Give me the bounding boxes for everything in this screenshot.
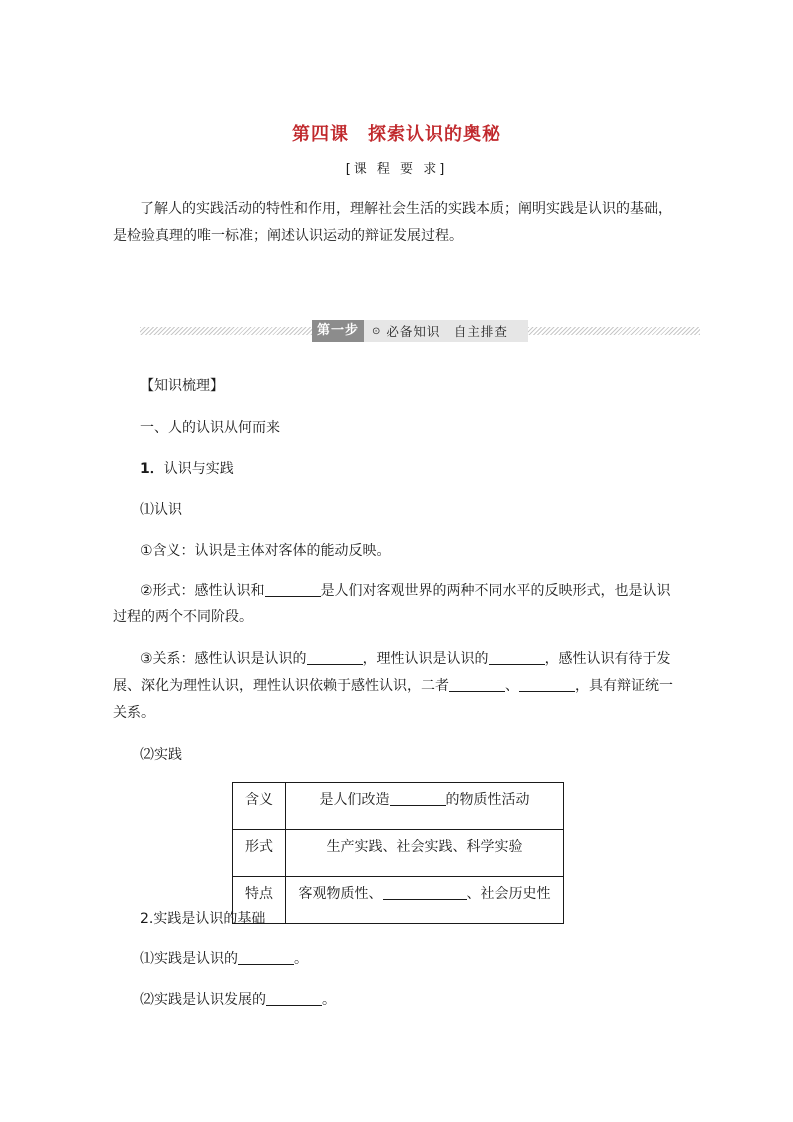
table-cell-value: 生产实践、社会实践、科学实验 xyxy=(286,830,564,877)
answer-blank[interactable] xyxy=(449,677,505,692)
question-line-2 xyxy=(140,989,336,1009)
table-cell-label: 含义 xyxy=(233,783,286,830)
relation-line-3: 关系。 xyxy=(113,705,155,721)
form-text-a: ②形式：感性认识和 xyxy=(140,583,265,599)
question-text: ⑴实践是认识的 xyxy=(140,951,238,967)
table-cell-label: 形式 xyxy=(233,830,286,877)
requirement-line-2: 是检验真理的唯一标准；阐述认识运动的辩证发展过程。 xyxy=(113,228,463,244)
answer-blank[interactable] xyxy=(265,582,321,597)
table-row xyxy=(233,830,564,877)
answer-blank[interactable] xyxy=(390,791,446,806)
item-2: 2.实践是认识的基础 xyxy=(140,911,266,927)
requirement-line-1: 了解人的实践活动的特性和作用，理解社会生活的实践本质；阐明实践是认识的基础， xyxy=(140,201,672,217)
answer-blank[interactable] xyxy=(238,950,294,965)
form-line-1 xyxy=(140,580,671,600)
answer-blank[interactable] xyxy=(519,677,575,692)
relation-text-b: ，理性认识是认识的 xyxy=(362,651,489,667)
course-requirements-label: [课 程 要 求] xyxy=(345,162,448,177)
answer-blank[interactable] xyxy=(383,885,467,900)
question-text: ⑵实践是认识发展的 xyxy=(140,992,266,1008)
relation-text-e: 、 xyxy=(505,678,519,694)
banner-box xyxy=(312,320,528,342)
relation-text-a: ③关系：感性认识是认识的 xyxy=(140,651,307,667)
sub-heading-practice: ⑵实践 xyxy=(140,747,182,763)
table-row xyxy=(233,783,564,830)
answer-blank[interactable] xyxy=(307,650,363,665)
question-text-end: 。 xyxy=(294,951,308,967)
form-line-2: 过程的两个不同阶段。 xyxy=(113,609,253,625)
heading-1: 一、人的认识从何而来 xyxy=(140,420,280,436)
practice-table xyxy=(232,782,564,924)
question-line-1 xyxy=(140,948,308,968)
answer-blank[interactable] xyxy=(489,650,545,665)
banner-hatch-left xyxy=(140,327,312,335)
item-1-text: 认识与实践 xyxy=(163,461,234,477)
banner-text: 必备知识 自主排查 xyxy=(386,324,508,339)
form-text-b: 是人们对客观世界的两种不同水平的反映形式，也是认识 xyxy=(320,583,671,599)
banner-hatch-right xyxy=(528,327,700,335)
relation-text-f: ，具有辩证统一 xyxy=(575,678,673,694)
answer-blank[interactable] xyxy=(266,991,322,1006)
relation-text-c: ，感性认识有待于发 xyxy=(544,651,671,667)
item-1-number: 1． xyxy=(140,461,164,477)
table-cell-value xyxy=(286,877,564,924)
circle-dot-icon: ⊙ xyxy=(372,325,381,337)
page-title: 第四课 探索认识的奥秘 xyxy=(292,124,501,145)
cell-text: 是人们改造 xyxy=(319,792,390,808)
step-badge: 第一步 xyxy=(312,320,364,342)
table-row xyxy=(233,877,564,924)
relation-line-1 xyxy=(140,648,671,668)
question-text-end: 。 xyxy=(322,992,336,1008)
table-cell-value xyxy=(286,783,564,830)
cell-text: 的物质性活动 xyxy=(445,792,530,808)
table-cell-label: 特点 xyxy=(233,877,286,924)
relation-text-d: 展、深化为理性认识，理性认识依赖于感性认识，二者 xyxy=(113,678,449,694)
section-label: 【知识梳理】 xyxy=(140,378,224,394)
item-1 xyxy=(140,458,234,478)
cell-text: 客观物质性、 xyxy=(298,886,383,902)
definition-line: ①含义：认识是主体对客体的能动反映。 xyxy=(140,543,391,559)
relation-line-2 xyxy=(113,675,673,695)
cell-text: 、社会历史性 xyxy=(466,886,551,902)
sub-heading-cognition: ⑴认识 xyxy=(140,502,182,518)
section-banner xyxy=(140,320,700,342)
